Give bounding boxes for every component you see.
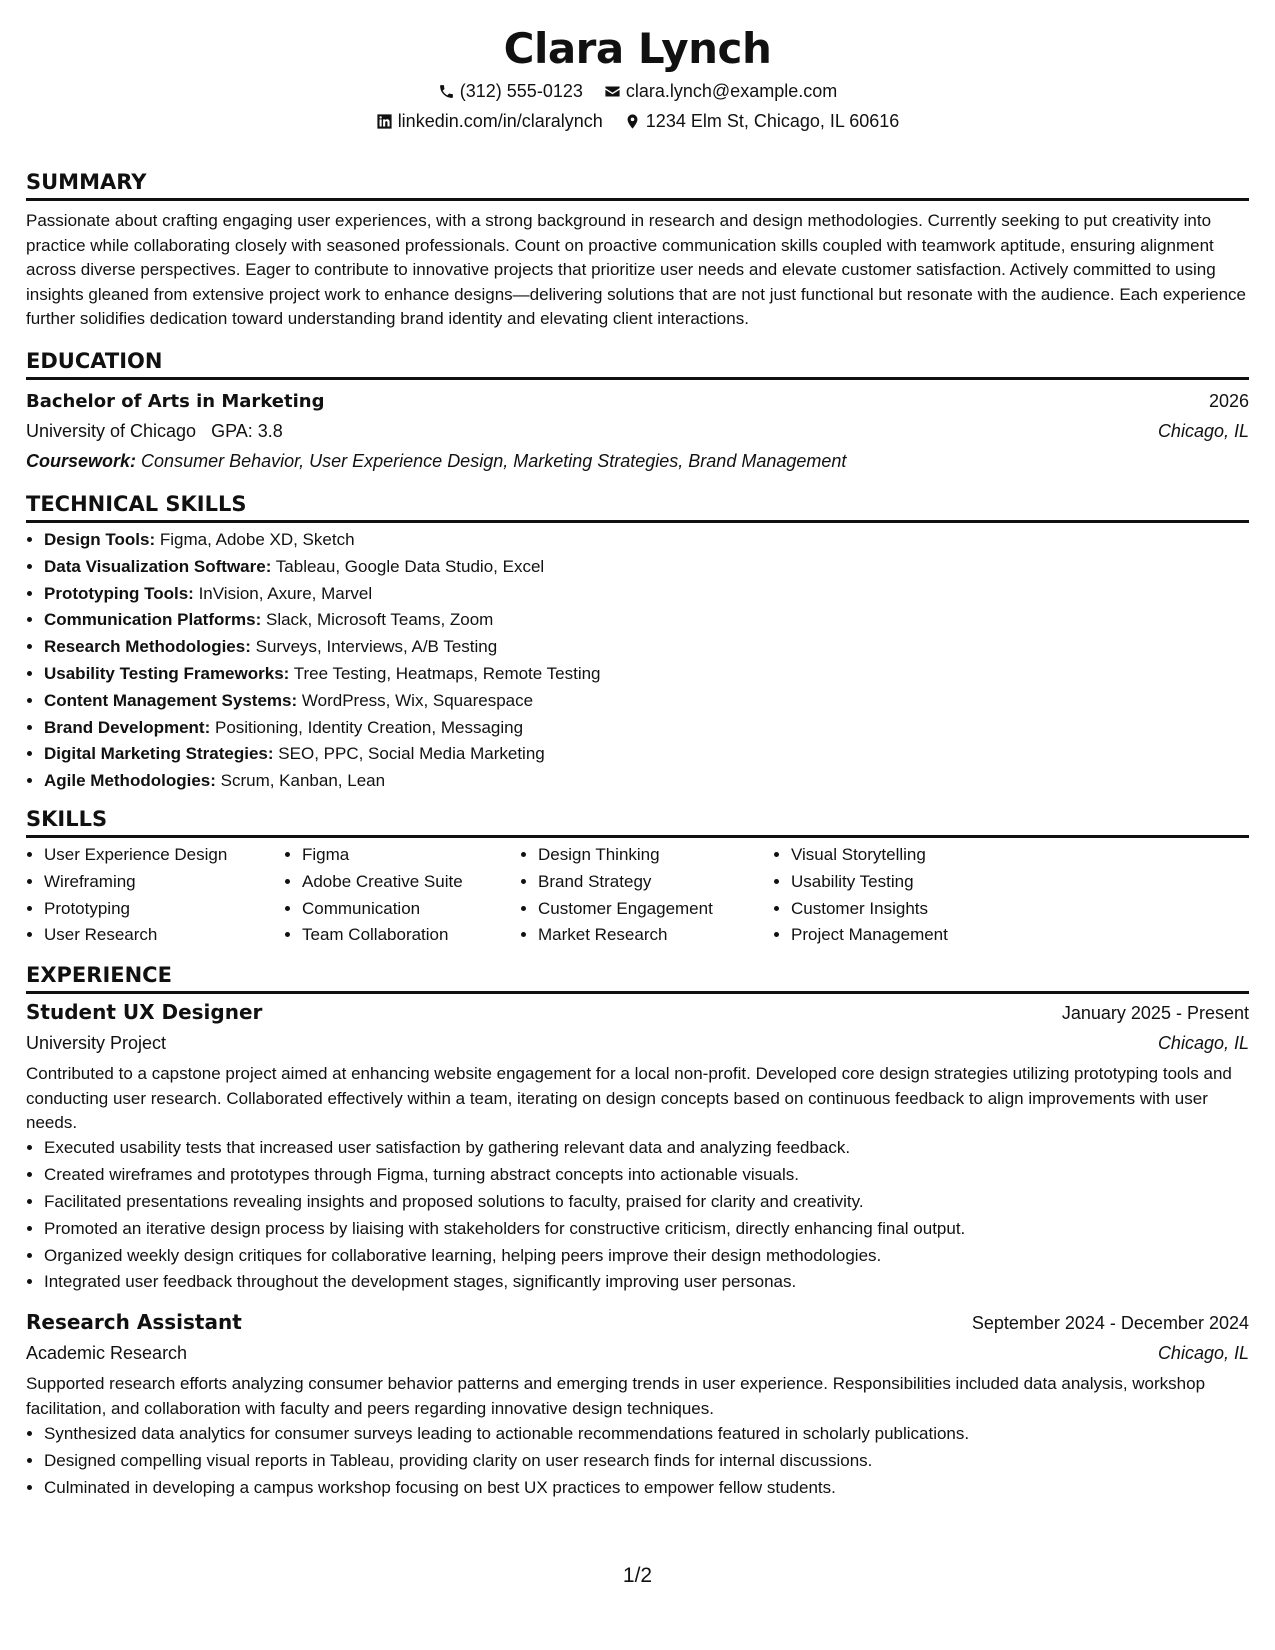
job-bullet: • Facilitated presentations revealing insights and proposed solutions to faculty, praised for clarity and creativity. [44, 1189, 1249, 1216]
summary-text: Passionate about crafting engaging user experiences, with a strong background in research and design methodologies. Currently seeking to put creativity into practice while collaborating closely with seasoned professionals. Count on proactive communication skills coupled with teamwork aptitude, ensuring alignment across diverse perspectives. Eager to contribute to innovative projects that prioritize user needs and elevate customer satisfaction. Actively committed to using insights gleaned from extensive project work to enhance designs—delivering solutions that are not just functional but resonate with the audience. Each experience further solidifies dedication toward understanding brand identity and elevating client interactions. [26, 211, 1247, 329]
linkedin-contact[interactable] [376, 106, 603, 136]
technical-skill-value: Slack, Microsoft Teams, Zoom [265, 610, 494, 630]
education-degree-row [26, 386, 1249, 416]
email-link[interactable]: clara.lynch@example.com [625, 81, 838, 101]
technical-skill-value: Figma, Adobe XD, Sketch [159, 529, 355, 549]
phone-number: (312) 555-0123 [459, 81, 583, 101]
skills-column [26, 842, 284, 949]
candidate-name: Clara Lynch [503, 24, 772, 73]
technical-skill-label: Data Visualization Software: [44, 556, 272, 576]
technical-skill-label: Prototyping Tools: [44, 583, 194, 603]
skills-column [284, 842, 520, 949]
skills-heading: SKILLS [26, 805, 1249, 838]
technical-skill-value: SEO, PPC, Social Media Marketing [278, 744, 545, 764]
page-number: 1/2 [622, 1564, 653, 1587]
gpa: GPA: 3.8 [211, 420, 283, 441]
technical-skill-item [44, 661, 1249, 688]
skill-item: • Wireframing [44, 869, 284, 896]
technical-skill-value: WordPress, Wix, Squarespace [301, 690, 534, 710]
technical-skill-item [44, 607, 1249, 634]
technical-skill-item [44, 688, 1249, 715]
technical-skill-label: Content Management Systems: [44, 690, 298, 710]
skill-item: • Market Research [538, 922, 773, 949]
job-bullet: • Designed compelling visual reports in Tableau, providing clarity on user research finds for internal discussions. [44, 1448, 1249, 1475]
contact-line-1 [26, 76, 1249, 106]
job-organization: Academic Research [26, 1343, 188, 1364]
job-role: Student UX Designer [26, 1000, 263, 1025]
technical-skill-item [44, 527, 1249, 554]
technical-skill-value: Positioning, Identity Creation, Messaging [214, 717, 524, 737]
technical-skill-value: Tableau, Google Data Studio, Excel [275, 556, 545, 576]
address-contact [624, 106, 900, 136]
job-bullet: • Culminated in developing a campus workshop focusing on best UX practices to empower fellow students. [44, 1475, 1249, 1502]
job-organization: University Project [26, 1033, 167, 1054]
technical-skill-value: Surveys, Interviews, A/B Testing [255, 637, 498, 657]
technical-skill-item [44, 715, 1249, 742]
technical-skill-label: Design Tools: [44, 529, 156, 549]
coursework-label: Coursework: [26, 450, 137, 471]
skills-column [773, 842, 1031, 949]
skill-item: • Customer Insights [791, 896, 1031, 923]
job-bullet-list [26, 1421, 1249, 1501]
degree-title: Bachelor of Arts in Marketing [26, 390, 325, 412]
school-name: University of Chicago [26, 420, 197, 441]
skill-item: • User Experience Design [44, 842, 284, 869]
job-title-row [26, 996, 1249, 1028]
skill-item: • Design Thinking [538, 842, 773, 869]
summary-heading: SUMMARY [26, 168, 1249, 201]
experience-heading: EXPERIENCE [26, 961, 1249, 994]
technical-skill-item [44, 634, 1249, 661]
education-heading: EDUCATION [26, 347, 1249, 380]
experience-list [26, 996, 1249, 1501]
skill-item: • Project Management [791, 922, 1031, 949]
technical-skill-value: Tree Testing, Heatmaps, Remote Testing [293, 663, 601, 683]
skills-column [520, 842, 773, 949]
envelope-icon [604, 83, 621, 100]
address-text: 1234 Elm St, Chicago, IL 60616 [645, 111, 900, 131]
phone-icon [438, 83, 455, 100]
job-org-row [26, 1028, 1249, 1058]
coursework-list: Consumer Behavior, User Experience Design, Marketing Strategies, Brand Management [141, 450, 847, 471]
linkedin-link[interactable]: linkedin.com/in/claralynch [397, 111, 603, 131]
resume-page [26, 0, 1249, 1501]
job-title-row [26, 1306, 1249, 1338]
job-bullet: • Organized weekly design critiques for collaborative learning, helping peers improve their design methodologies. [44, 1243, 1249, 1270]
skill-item: • Adobe Creative Suite [302, 869, 520, 896]
technical-skill-value: Scrum, Kanban, Lean [220, 771, 386, 791]
job-description: Supported research efforts analyzing consumer behavior patterns and emerging trends in user experience. Responsibilities included data analysis, workshop facilitation, and collaboration with faculty and peers regarding innovative design techniques. [26, 1374, 1206, 1418]
technical-skill-label: Usability Testing Frameworks: [44, 663, 290, 683]
technical-skill-label: Brand Development: [44, 717, 211, 737]
job-entry [26, 996, 1249, 1296]
technical-skill-label: Research Methodologies: [44, 637, 251, 657]
technical-skill-item [44, 581, 1249, 608]
technical-skill-label: Communication Platforms: [44, 610, 262, 630]
job-bullet: • Synthesized data analytics for consumer surveys leading to actionable recommendations featured in scholarly publications. [44, 1421, 1249, 1448]
skill-item: • User Research [44, 922, 284, 949]
job-bullet: • Created wireframes and prototypes through Figma, turning abstract concepts into actionable visuals. [44, 1162, 1249, 1189]
job-org-row [26, 1338, 1249, 1368]
skill-item: • Figma [302, 842, 520, 869]
map-pin-icon [624, 113, 641, 130]
job-location: Chicago, IL [1157, 1343, 1249, 1364]
job-dates: September 2024 - December 2024 [971, 1313, 1249, 1334]
job-bullet: • Promoted an iterative design process by liaising with stakeholders for constructive criticism, directly enhancing final output. [44, 1216, 1249, 1243]
contact-line-2 [26, 106, 1249, 136]
job-dates: January 2025 - Present [1061, 1003, 1249, 1024]
job-bullet-list [26, 1135, 1249, 1296]
coursework-line [26, 446, 1249, 476]
technical-skill-item [44, 554, 1249, 581]
skill-item: • Communication [302, 896, 520, 923]
technical-skill-item [44, 741, 1249, 768]
job-location: Chicago, IL [1157, 1033, 1249, 1054]
linkedin-icon [376, 113, 393, 130]
technical-skill-label: Digital Marketing Strategies: [44, 744, 274, 764]
education-school-row [26, 416, 1249, 446]
skills-grid [26, 842, 1249, 949]
skill-item: • Team Collaboration [302, 922, 520, 949]
technical-skill-value: InVision, Axure, Marvel [198, 583, 373, 603]
job-role: Research Assistant [26, 1310, 242, 1335]
technical-skills-list [26, 527, 1249, 795]
skill-item: • Prototyping [44, 896, 284, 923]
technical-skill-item [44, 768, 1249, 795]
technical-skills-heading: TECHNICAL SKILLS [26, 490, 1249, 523]
job-description: Contributed to a capstone project aimed at enhancing website engagement for a local non-profit. Developed core design strategies utilizing prototyping tools and conducting user research. Collaborated effectively within a team, iterating on design concepts based on continuous feedback to align improvements with user needs. [26, 1064, 1232, 1132]
school-location: Chicago, IL [1157, 420, 1249, 441]
skill-item: • Visual Storytelling [791, 842, 1031, 869]
job-bullet: • Integrated user feedback throughout the development stages, significantly improving user personas. [44, 1269, 1249, 1296]
skill-item: • Usability Testing [791, 869, 1031, 896]
school-info [26, 416, 283, 446]
technical-skill-label: Agile Methodologies: [44, 771, 216, 791]
job-bullet: • Executed usability tests that increased user satisfaction by gathering relevant data and analyzing feedback. [44, 1135, 1249, 1162]
email-contact[interactable] [604, 76, 837, 106]
skill-item: • Customer Engagement [538, 896, 773, 923]
graduation-year: 2026 [1208, 390, 1249, 411]
phone-contact [438, 76, 583, 106]
job-entry [26, 1306, 1249, 1501]
skill-item: • Brand Strategy [538, 869, 773, 896]
